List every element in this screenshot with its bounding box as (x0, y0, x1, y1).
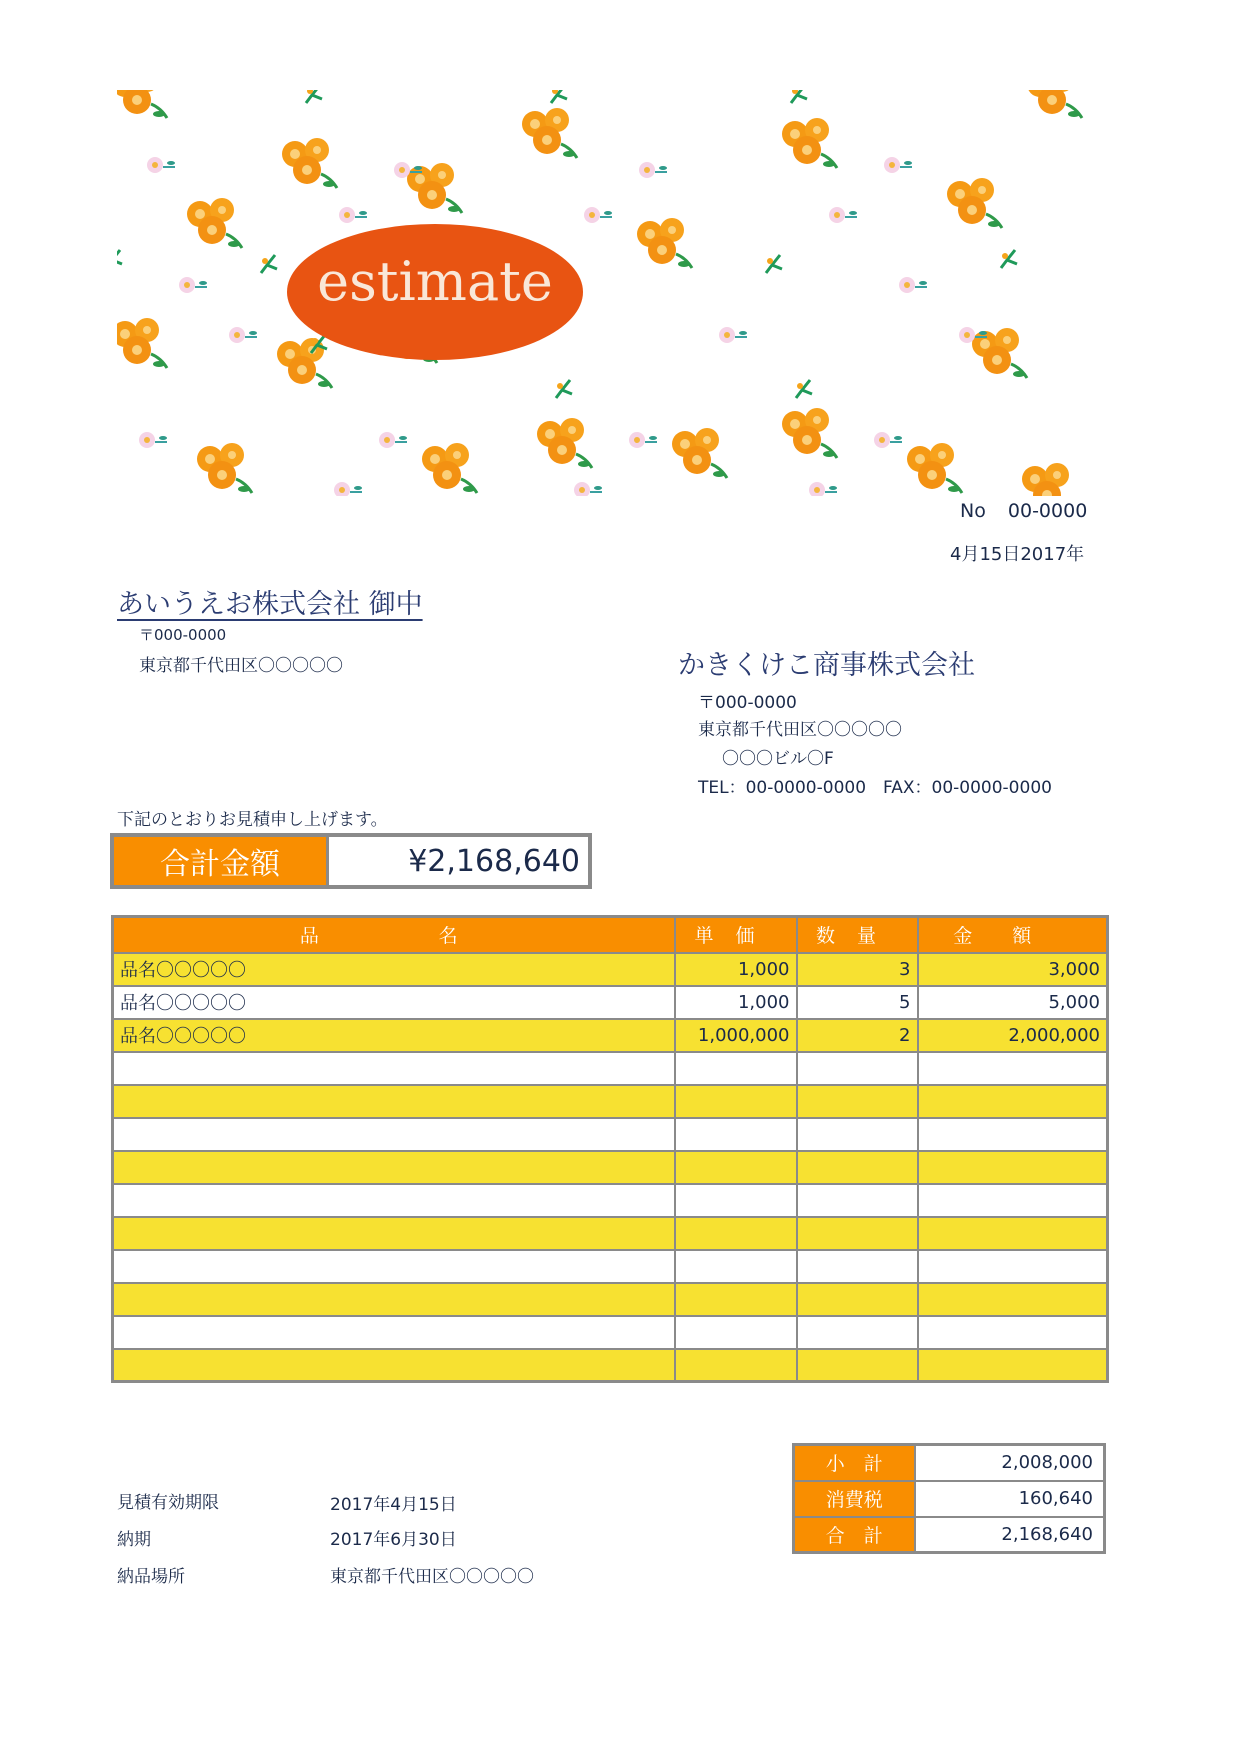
table-row (113, 1019, 1108, 1052)
cell-price (675, 1217, 797, 1250)
banner-graphic (117, 90, 1107, 496)
cell-name: 品名〇〇〇〇〇 (113, 1019, 675, 1052)
cell-name (113, 1250, 675, 1283)
table-row (113, 1283, 1108, 1316)
grand-total-label: 合計金額 (114, 837, 329, 885)
cell-amount (918, 1217, 1108, 1250)
cell-qty (797, 1151, 918, 1184)
cell-name (113, 1085, 675, 1118)
delivery-place-label: 納品場所 (117, 1567, 185, 1587)
tax-label: 消費税 (794, 1481, 915, 1517)
recipient-address: 東京都千代田区〇〇〇〇〇 (139, 656, 343, 676)
cell-price (675, 1151, 797, 1184)
cell-price (675, 1118, 797, 1151)
delivery-place-value: 東京都千代田区〇〇〇〇〇 (330, 1567, 534, 1587)
header-unit-price: 単価 (675, 917, 797, 953)
cell-price (675, 1250, 797, 1283)
cell-amount (918, 1283, 1108, 1316)
summary-total-row (794, 1517, 1105, 1553)
floral-banner (117, 90, 1107, 496)
cell-amount (918, 1085, 1108, 1118)
cell-price (675, 1052, 797, 1085)
recipient-postal: 〒000-0000 (139, 626, 227, 644)
summary-tax-row (794, 1481, 1105, 1517)
cell-name (113, 1349, 675, 1382)
cell-name (113, 1151, 675, 1184)
cell-amount (918, 1118, 1108, 1151)
cell-name (113, 1217, 675, 1250)
total-label: 合 計 (794, 1517, 915, 1553)
document-number-value: 00-0000 (1007, 500, 1088, 522)
recipient-name: あいうえお株式会社 御中 (117, 589, 423, 620)
cell-price: 1,000 (675, 986, 797, 1019)
cell-amount (918, 1250, 1108, 1283)
table-row (113, 1052, 1108, 1085)
items-table (111, 915, 1109, 1383)
cell-amount: 3,000 (918, 953, 1108, 986)
sender-name: かきくけこ商事株式会社 (678, 650, 975, 681)
banner-title: estimate (317, 250, 553, 313)
intro-text: 下記のとおりお見積申し上げます。 (117, 810, 388, 830)
cell-qty: 5 (797, 986, 918, 1019)
validity-value: 2017年4月15日 (330, 1495, 457, 1515)
cell-qty (797, 1349, 918, 1382)
cell-name: 品名〇〇〇〇〇 (113, 986, 675, 1019)
cell-qty (797, 1052, 918, 1085)
cell-qty (797, 1316, 918, 1349)
items-body (113, 953, 1108, 1382)
cell-amount (918, 1151, 1108, 1184)
header-item-name (113, 917, 675, 953)
table-row (113, 1217, 1108, 1250)
cell-name (113, 1316, 675, 1349)
cell-price: 1,000,000 (675, 1019, 797, 1052)
cell-amount: 2,000,000 (918, 1019, 1108, 1052)
document-number-label: No (960, 500, 986, 522)
cell-qty: 2 (797, 1019, 918, 1052)
cell-qty (797, 1283, 918, 1316)
grand-total-box (110, 833, 592, 889)
cell-price (675, 1349, 797, 1382)
cell-qty (797, 1085, 918, 1118)
cell-amount (918, 1052, 1108, 1085)
table-row (113, 1316, 1108, 1349)
cell-price (675, 1184, 797, 1217)
table-row (113, 1151, 1108, 1184)
table-row (113, 1250, 1108, 1283)
cell-qty (797, 1184, 918, 1217)
summary-subtotal-row (794, 1445, 1105, 1481)
table-row (113, 953, 1108, 986)
cell-price (675, 1283, 797, 1316)
validity-label: 見積有効期限 (117, 1493, 219, 1513)
total-value: 2,168,640 (915, 1517, 1105, 1553)
document-date: 4月15日2017年 (950, 544, 1085, 565)
cell-qty (797, 1250, 918, 1283)
subtotal-label: 小 計 (794, 1445, 915, 1481)
cell-name (113, 1184, 675, 1217)
tax-value: 160,640 (915, 1481, 1105, 1517)
cell-name (113, 1118, 675, 1151)
sender-contact: TEL：00-0000-0000 FAX：00-0000-0000 (698, 778, 1052, 798)
summary-table (792, 1443, 1106, 1554)
table-row (113, 1184, 1108, 1217)
table-row (113, 1349, 1108, 1382)
sender-building: 〇〇〇ビル〇F (722, 749, 834, 769)
sender-address: 東京都千代田区〇〇〇〇〇 (698, 720, 902, 740)
table-row (113, 1085, 1108, 1118)
header-item-name-part2: 名 (438, 925, 458, 948)
cell-name: 品名〇〇〇〇〇 (113, 953, 675, 986)
cell-qty: 3 (797, 953, 918, 986)
cell-price (675, 1316, 797, 1349)
cell-name (113, 1283, 675, 1316)
sender-postal: 〒000-0000 (698, 693, 797, 713)
document-number (960, 500, 1087, 522)
delivery-value: 2017年6月30日 (330, 1530, 457, 1550)
delivery-label: 納期 (117, 1530, 151, 1550)
header-item-name-part1: 品 (299, 925, 319, 948)
header-amount: 金額 (918, 917, 1108, 953)
header-quantity: 数量 (797, 917, 918, 953)
table-row (113, 986, 1108, 1019)
cell-amount (918, 1349, 1108, 1382)
table-header-row (113, 917, 1108, 953)
cell-price (675, 1085, 797, 1118)
table-row (113, 1118, 1108, 1151)
cell-amount (918, 1184, 1108, 1217)
cell-amount: 5,000 (918, 986, 1108, 1019)
cell-price: 1,000 (675, 953, 797, 986)
grand-total-value: ¥2,168,640 (408, 843, 580, 879)
cell-qty (797, 1217, 918, 1250)
cell-amount (918, 1316, 1108, 1349)
cell-name (113, 1052, 675, 1085)
subtotal-value: 2,008,000 (915, 1445, 1105, 1481)
cell-qty (797, 1118, 918, 1151)
